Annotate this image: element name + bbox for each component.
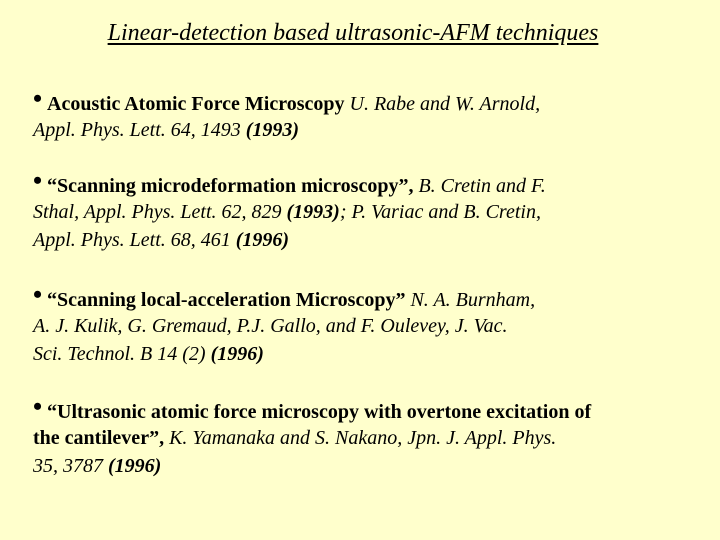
reference-item (33, 166, 713, 254)
reference-text: 35, 3787 (33, 455, 108, 477)
reference-line (33, 84, 713, 116)
reference-text: the cantilever”, (33, 427, 170, 449)
reference-item (33, 392, 713, 480)
reference-line (33, 280, 713, 312)
reference-line (33, 392, 713, 424)
reference-text: N. A. Burnham, (410, 289, 536, 311)
reference-text: “Ultrasonic atomic force microscopy with overtone excitation of (47, 401, 592, 423)
reference-line (33, 312, 713, 340)
reference-text: Sthal, Appl. Phys. Lett. 62, 829 (33, 201, 287, 223)
bullet-icon: • (33, 84, 43, 113)
reference-text: A. J. Kulik, G. Gremaud, P.J. Gallo, and F. Oulevey, J. Vac. (33, 315, 508, 337)
reference-text: K. Yamanaka and S. Nakano, Jpn. J. Appl. Phys. (169, 427, 557, 449)
reference-item (33, 280, 713, 368)
reference-text: (1996) (210, 343, 264, 365)
reference-line (33, 452, 713, 480)
reference-text: ; P. Variac and B. Cretin, (339, 201, 541, 223)
reference-text: Appl. Phys. Lett. 64, 1493 (33, 119, 246, 141)
reference-line (33, 116, 713, 144)
bullet-icon: • (33, 166, 43, 195)
reference-line (33, 198, 713, 226)
reference-text: (1996) (235, 229, 290, 251)
reference-line (33, 340, 713, 368)
reference-text: Acoustic Atomic Force Microscopy (47, 93, 350, 115)
reference-text: Sci. Technol. B 14 (2) (33, 343, 211, 365)
reference-text: U. Rabe and W. Arnold, (349, 93, 541, 115)
reference-text: B. Cretin and F. (418, 175, 546, 197)
reference-text: (1993) (286, 201, 340, 223)
reference-text: “Scanning microdeformation microscopy”, (47, 175, 419, 197)
reference-text: Appl. Phys. Lett. 68, 461 (33, 229, 236, 251)
reference-line (33, 424, 713, 452)
reference-line (33, 166, 713, 198)
slide-title: Linear-detection based ultrasonic-AFM techniques (107, 20, 599, 46)
reference-line (33, 226, 713, 254)
reference-text: “Scanning local-acceleration Microscopy” (47, 289, 411, 311)
bullet-icon: • (33, 392, 43, 421)
reference-item (33, 84, 713, 144)
bullet-icon: • (33, 280, 43, 309)
reference-text: (1996) (108, 455, 162, 477)
reference-text: (1993) (245, 119, 300, 141)
